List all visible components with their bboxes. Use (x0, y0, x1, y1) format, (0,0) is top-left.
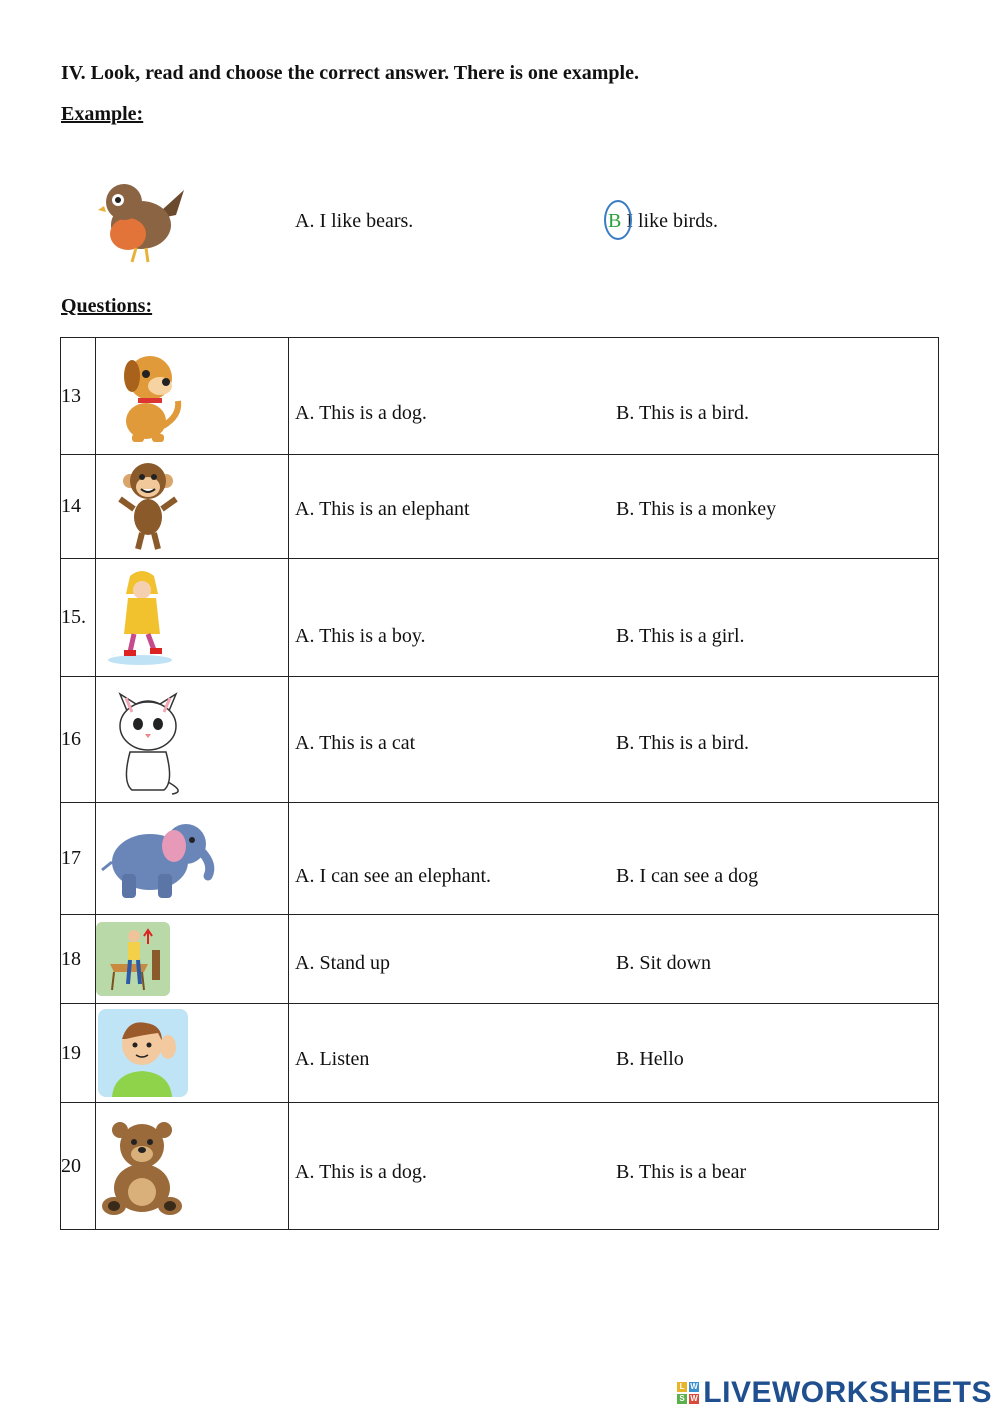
table-row (61, 455, 939, 559)
option-b[interactable]: B. This is a bird. (616, 732, 749, 754)
table-row (61, 677, 939, 803)
option-b[interactable]: B. This is a bird. (616, 402, 749, 424)
question-number: 14 (61, 455, 96, 559)
monkey-icon (96, 455, 289, 559)
option-b[interactable]: B. This is a monkey (616, 498, 777, 520)
logo-icon: L W S W (677, 1382, 699, 1404)
option-a[interactable]: A. This is a boy. (295, 625, 426, 647)
table-row (61, 1103, 939, 1230)
logo-text: LIVEWORKSHEETS (703, 1376, 992, 1409)
example-option-b-letter: B (608, 210, 622, 232)
question-number: 20 (61, 1103, 96, 1230)
questions-table (60, 337, 939, 1230)
table-row (61, 1004, 939, 1103)
option-a[interactable]: A. This is a dog. (295, 402, 427, 424)
boy-standing-icon (96, 915, 289, 1004)
option-a[interactable]: A. This is a dog. (295, 1161, 427, 1183)
option-a[interactable]: A. I can see an elephant. (295, 865, 492, 887)
option-a[interactable]: A. This is an elephant (295, 498, 470, 520)
example-row (0, 160, 1000, 270)
question-number: 17 (61, 803, 96, 915)
question-number: 13 (61, 338, 96, 455)
question-number: 19 (61, 1004, 96, 1103)
table-row (61, 915, 939, 1004)
answer-circle (604, 200, 632, 240)
boy-listening-icon (96, 1004, 289, 1103)
question-number: 18 (61, 915, 96, 1004)
example-option-b[interactable] (608, 210, 718, 233)
dog-icon (96, 338, 289, 455)
table-row (61, 338, 939, 455)
example-option-b-text: I like birds. (626, 210, 718, 232)
bear-icon (96, 1103, 289, 1230)
liveworksheets-logo (677, 1376, 992, 1410)
table-row (61, 559, 939, 677)
bird-icon (96, 170, 186, 270)
elephant-icon (96, 803, 289, 915)
option-b[interactable]: B. Hello (616, 1048, 684, 1070)
option-b[interactable]: B. This is a bear (616, 1161, 747, 1183)
questions-label: Questions: (61, 295, 153, 317)
question-number: 15. (61, 559, 96, 677)
option-a[interactable]: A. Stand up (295, 952, 390, 974)
table-row (61, 803, 939, 915)
example-option-a[interactable]: A. I like bears. (295, 210, 414, 232)
girl-raincoat-icon (96, 559, 289, 677)
example-label: Example: (61, 103, 144, 125)
option-b[interactable]: B. This is a girl. (616, 625, 745, 647)
option-a[interactable]: A. Listen (295, 1048, 370, 1070)
option-b[interactable]: B. I can see a dog (616, 865, 759, 887)
question-number: 16 (61, 677, 96, 803)
option-b[interactable]: B. Sit down (616, 952, 712, 974)
option-a[interactable]: A. This is a cat (295, 732, 416, 754)
cat-icon (96, 677, 289, 803)
worksheet-heading: IV. Look, read and choose the correct answer. There is one example. (61, 62, 639, 84)
